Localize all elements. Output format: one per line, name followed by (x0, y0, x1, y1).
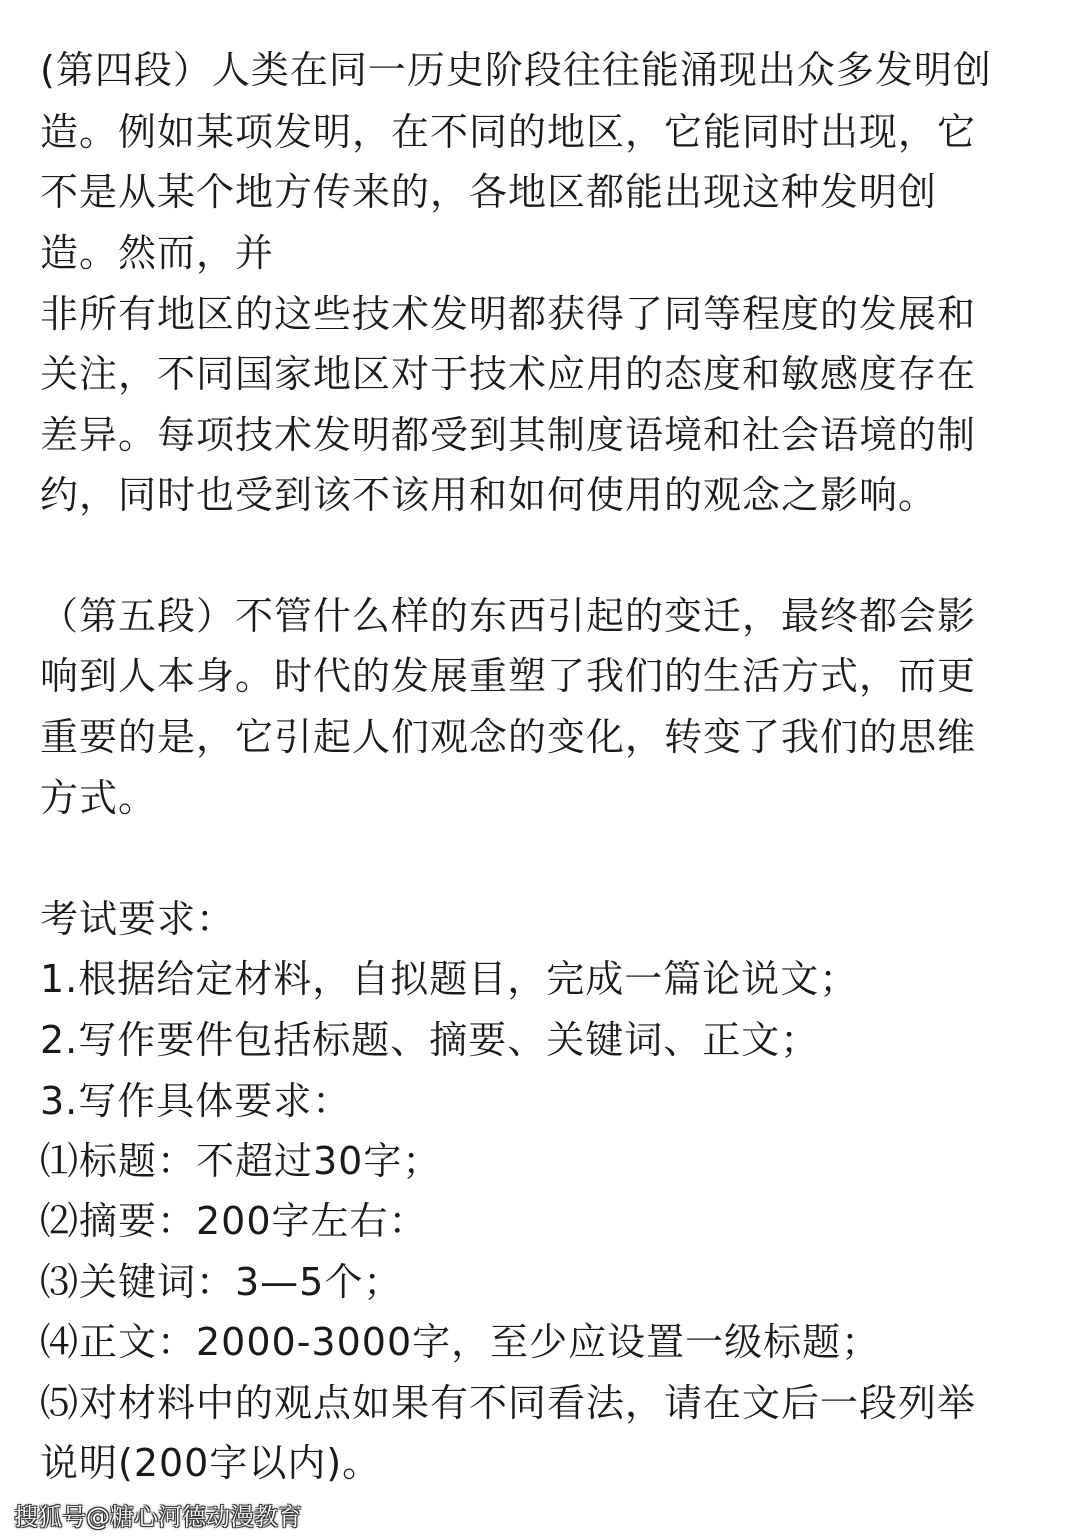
paragraph4-line: 不是从某个地方传来的，各地区都能出现这种发明创 (40, 170, 938, 214)
paragraph5-line: （第五段）不管什么样的东西引起的变迁，最终都会影 (40, 594, 977, 638)
requirement-item: 说明(200字以内)。 (40, 1441, 382, 1485)
paragraph5-line: 重要的是，它引起人们观念的变化，转变了我们的思维 (40, 715, 977, 759)
requirement-item: 3.写作具体要求： (40, 1079, 352, 1123)
requirement-item: ⑷正文：2000-3000字，至少应设置一级标题； (40, 1320, 881, 1364)
requirement-item: ⑶关键词：3—5个； (40, 1260, 403, 1304)
paragraph4-line: 关注，不同国家地区对于技术应用的态度和敏感度存在 (40, 352, 977, 396)
paragraph5-line: 响到人本身。时代的发展重塑了我们的生活方式，而更 (40, 654, 977, 698)
paragraph4-line: 差异。每项技术发明都受到其制度语境和社会语境的制 (40, 413, 977, 457)
paragraph4-line: 约，同时也受到该不该用和如何使用的观念之影响。 (40, 473, 938, 517)
paragraph4-line: 造。例如某项发明，在不同的地区，它能同时出现，它 (40, 110, 977, 154)
requirement-item: ⑸对材料中的观点如果有不同看法，请在文后一段列举 (40, 1381, 977, 1425)
requirements-heading: 考试要求： (40, 897, 236, 941)
paragraph4-line: 非所有地区的这些技术发明都获得了同等程度的发展和 (40, 292, 977, 336)
paragraph5-line: 方式。 (40, 776, 158, 820)
requirement-item: 1.根据给定材料，自拟题目，完成一篇论说文； (40, 957, 859, 1001)
requirement-item: ⑴标题：不超过30字； (40, 1139, 442, 1183)
watermark-text: 搜狐号@糖心河德动漫教育 (14, 1503, 302, 1531)
paragraph4-line: 造。然而，并 (40, 231, 275, 275)
requirement-item: 2.写作要件包括标题、摘要、关键词、正文； (40, 1018, 820, 1062)
requirement-item: ⑵摘要：200字左右： (40, 1199, 428, 1243)
paragraph4-line: (第四段）人类在同一历史阶段往往能涌现出众多发明创 (40, 48, 992, 92)
